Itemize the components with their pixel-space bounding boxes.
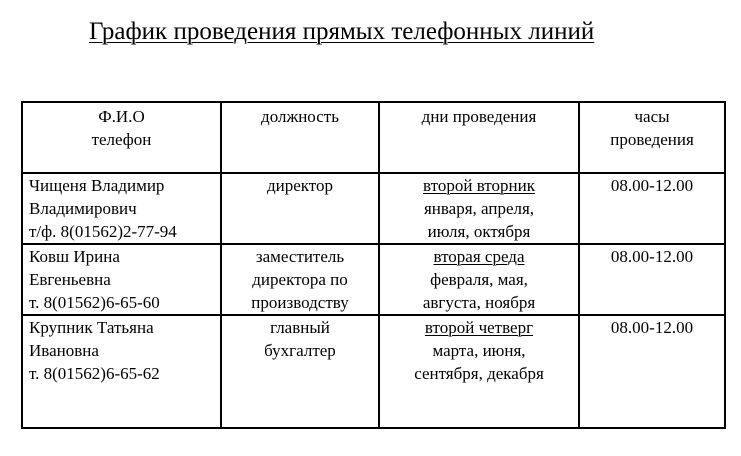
header-name-label: Ф.И.О (98, 107, 145, 126)
cell-position (221, 315, 379, 428)
person-phone: т/ф. 8(01562)2-77-94 (29, 222, 177, 241)
person-patronymic-line: Евгеньевна (29, 270, 111, 289)
header-hours (579, 102, 725, 173)
day-of-week: второй вторник (423, 176, 535, 195)
table-row (22, 244, 725, 315)
months-line: февраля, мая, (430, 270, 528, 289)
day-of-week: вторая среда (433, 247, 525, 266)
schedule-table (21, 101, 726, 429)
cell-position (221, 244, 379, 315)
position-line: производству (251, 293, 349, 312)
header-name-phone (22, 102, 221, 173)
months-line: сентября, декабря (414, 364, 544, 383)
cell-days (379, 315, 579, 428)
hours-value: 08.00-12.00 (610, 318, 694, 337)
header-days (379, 102, 579, 173)
person-name-line: Чищеня Владимир (29, 176, 165, 195)
position-line: директора по (252, 270, 348, 289)
header-position (221, 102, 379, 173)
table-row (22, 173, 725, 244)
months-line: июля, октября (427, 222, 531, 241)
table-row (22, 315, 725, 428)
day-of-week: второй четверг (424, 318, 534, 337)
hours-value: 08.00-12.00 (610, 176, 694, 195)
header-hours-label-1: часы (634, 107, 670, 126)
months-line: августа, ноября (422, 293, 536, 312)
position-line: заместитель (255, 247, 345, 266)
cell-hours (579, 244, 725, 315)
cell-name-phone (22, 173, 221, 244)
cell-name-phone (22, 315, 221, 428)
cell-days (379, 173, 579, 244)
header-phone-label: телефон (91, 130, 152, 149)
person-phone: т. 8(01562)6-65-62 (29, 364, 160, 383)
position-line: главный (270, 318, 330, 337)
cell-name-phone (22, 244, 221, 315)
person-patronymic-line: Ивановна (29, 341, 99, 360)
person-name-line: Крупник Татьяна (29, 318, 154, 337)
header-days-label: дни проведения (421, 107, 537, 126)
person-patronymic-line: Владимирович (29, 199, 137, 218)
page-title: График проведения прямых телефонных линий (89, 18, 595, 45)
cell-position (221, 173, 379, 244)
cell-hours (579, 173, 725, 244)
hours-value: 08.00-12.00 (610, 247, 694, 266)
position-line: директор (266, 176, 334, 195)
person-phone: т. 8(01562)6-65-60 (29, 293, 160, 312)
table-header-row (22, 102, 725, 173)
header-hours-label-2: проведения (610, 130, 694, 149)
header-position-label: должность (261, 107, 339, 126)
months-line: марта, июня, (432, 341, 526, 360)
position-line: бухгалтер (264, 341, 336, 360)
cell-hours (579, 315, 725, 428)
months-line: января, апреля, (423, 199, 535, 218)
person-name-line: Ковш Ирина (29, 247, 120, 266)
cell-days (379, 244, 579, 315)
